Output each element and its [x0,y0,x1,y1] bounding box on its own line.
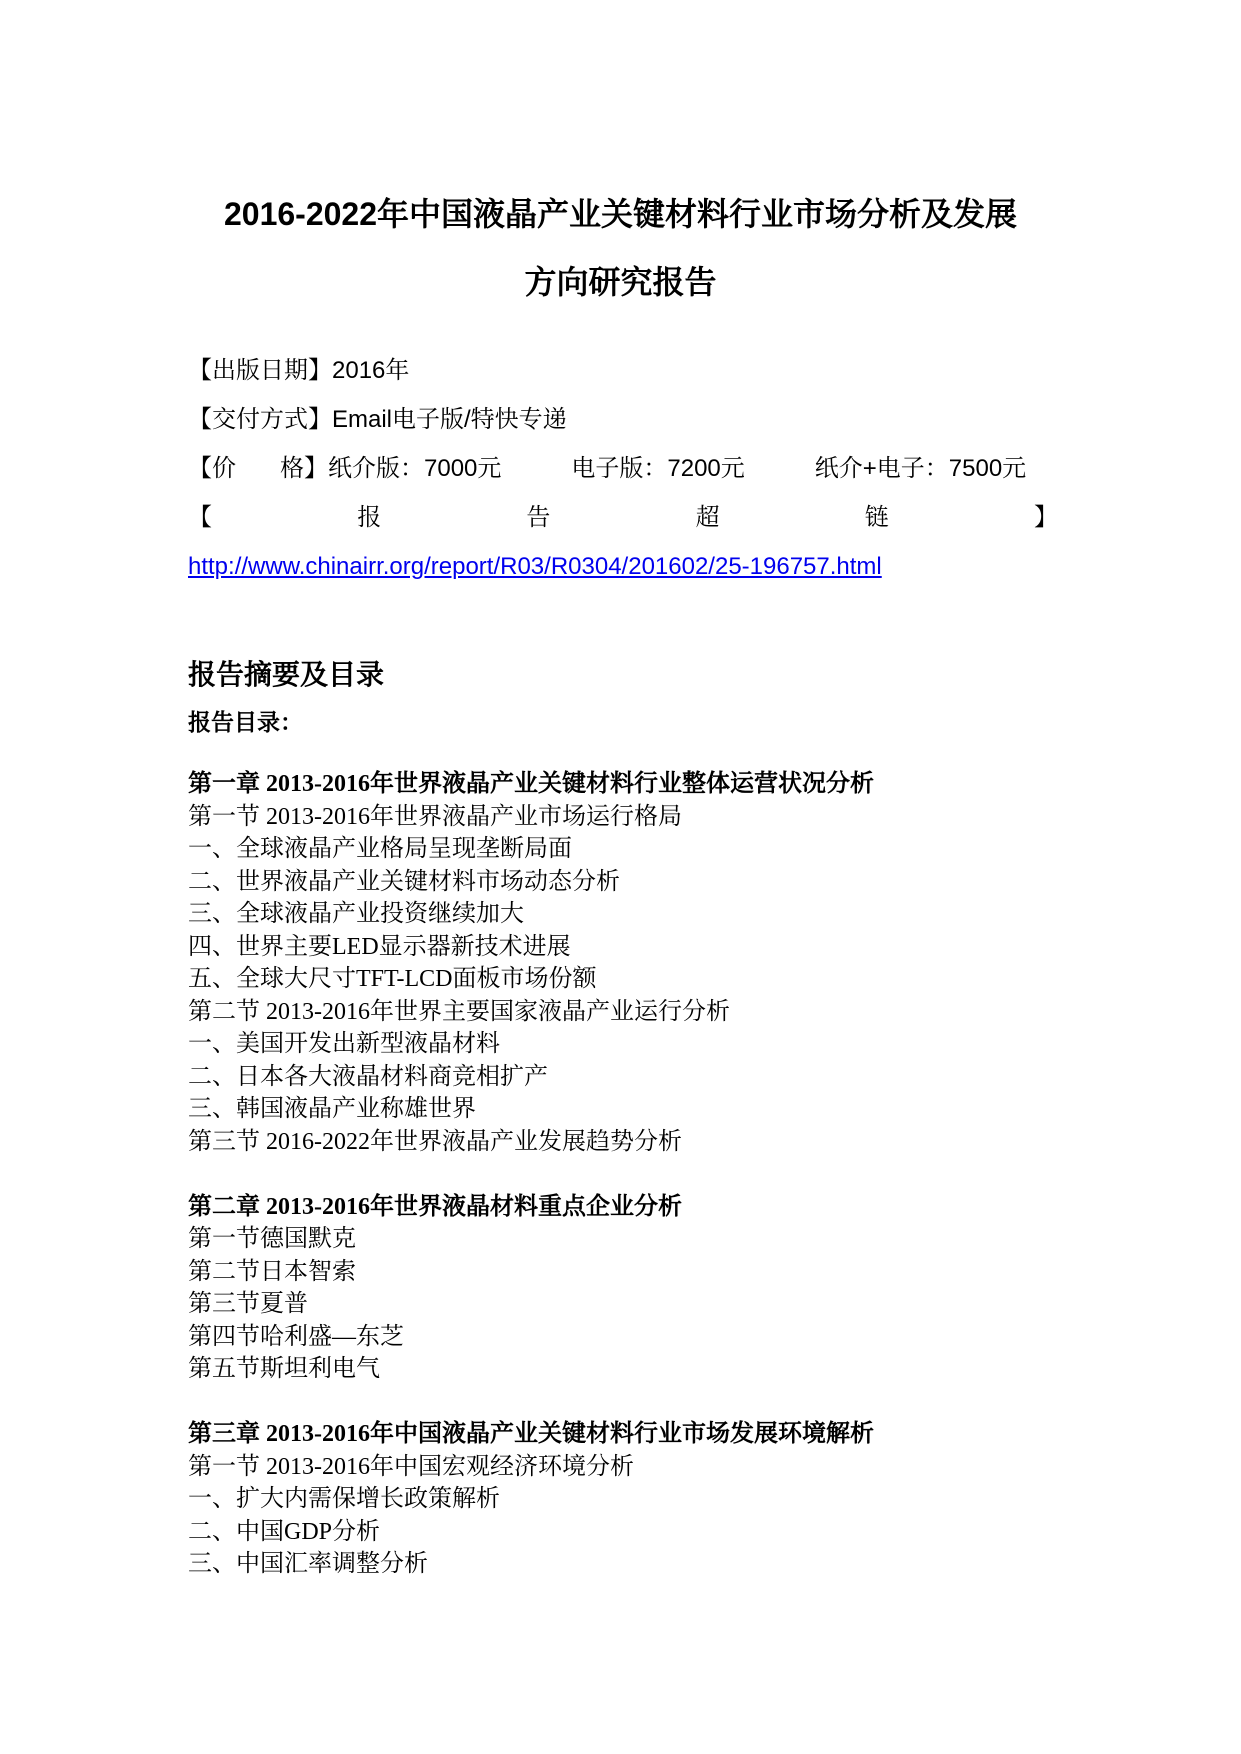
toc-item: 三、全球液晶产业投资继续加大 [188,901,524,927]
toc-item: 二、世界液晶产业关键材料市场动态分析 [188,868,620,895]
link-label-char: 】 [1033,504,1058,531]
toc-item: 五、全球大尺寸TFT-LCD面板市场份额 [188,966,597,992]
toc-item: 二、中国GDP分析 [188,1518,381,1545]
toc-item: 一、扩大内需保增长政策解析 [188,1486,500,1512]
toc-item: 第一节德国默克 [188,1226,356,1252]
toc-item: 第三节夏普 [188,1291,308,1317]
toc-chapter-heading: 第二章 2013-2016年世界液晶材料重点企业分析 [188,1193,682,1220]
report-url-link[interactable]: http://www.chinairr.org/report/R03/R0304/201602/25-196757.html [188,553,882,580]
toc-heading: 报告目录： [188,709,303,735]
toc-item: 第二节日本智索 [188,1258,356,1285]
toc-item: 四、世界主要LED显示器新技术进展 [188,933,571,960]
report-title-line-2: 方向研究报告 [524,264,717,300]
toc-item: 第一节 2013-2016年世界液晶产业市场运行格局 [188,803,682,830]
publication-date-label: 【出版日期】 [188,357,332,384]
toc-item: 第一节 2013-2016年中国宏观经济环境分析 [188,1453,634,1480]
toc-item: 第四节哈利盛—东芝 [188,1323,404,1350]
table-of-contents [188,768,1088,1581]
toc-item: 三、韩国液晶产业称雄世界 [188,1096,476,1122]
price-row [188,454,1058,484]
toc-item: 第五节斯坦利电气 [188,1356,380,1382]
delivery-method-row [188,405,1058,435]
price-paper: 纸介版：7000元 [328,455,502,482]
toc-item: 一、美国开发出新型液晶材料 [188,1031,500,1057]
price-label-close: 格】 [280,455,328,482]
delivery-method-value: Email电子版/特快专递 [332,406,567,433]
report-title-line-1: 2016-2022年中国液晶产业关键材料行业市场分析及发展 [223,196,1018,232]
publication-date-row [188,356,1058,386]
summary-heading: 报告摘要及目录 [188,659,385,690]
link-label-char: 告 [526,504,551,531]
link-label-char: 链 [864,504,889,531]
delivery-method-label: 【交付方式】 [188,406,332,433]
link-label-char: 超 [695,504,720,531]
toc-chapter-heading: 第三章 2013-2016年中国液晶产业关键材料行业市场发展环境解析 [188,1421,874,1447]
price-both: 纸介+电子：7500元 [814,455,1027,482]
price-electronic: 电子版：7200元 [571,455,745,482]
toc-item: 第三节 2016-2022年世界液晶产业发展趋势分析 [188,1128,682,1155]
toc-item: 三、中国汇率调整分析 [188,1551,428,1577]
price-label-open: 【价 [188,455,236,482]
publication-date-value: 2016年 [332,357,410,384]
link-label-char: 报 [357,504,382,531]
toc-item: 第二节 2013-2016年世界主要国家液晶产业运行分析 [188,998,730,1025]
toc-item: 二、日本各大液晶材料商竞相扩产 [188,1063,548,1090]
toc-item: 一、全球液晶产业格局呈现垄断局面 [188,836,572,862]
toc-spacer [188,1158,1088,1191]
report-link-label-row [188,503,1058,533]
toc-chapter-heading: 第一章 2013-2016年世界液晶产业关键材料行业整体运营状况分析 [188,771,874,797]
link-label-char: 【 [188,504,212,531]
toc-spacer [188,1386,1088,1419]
